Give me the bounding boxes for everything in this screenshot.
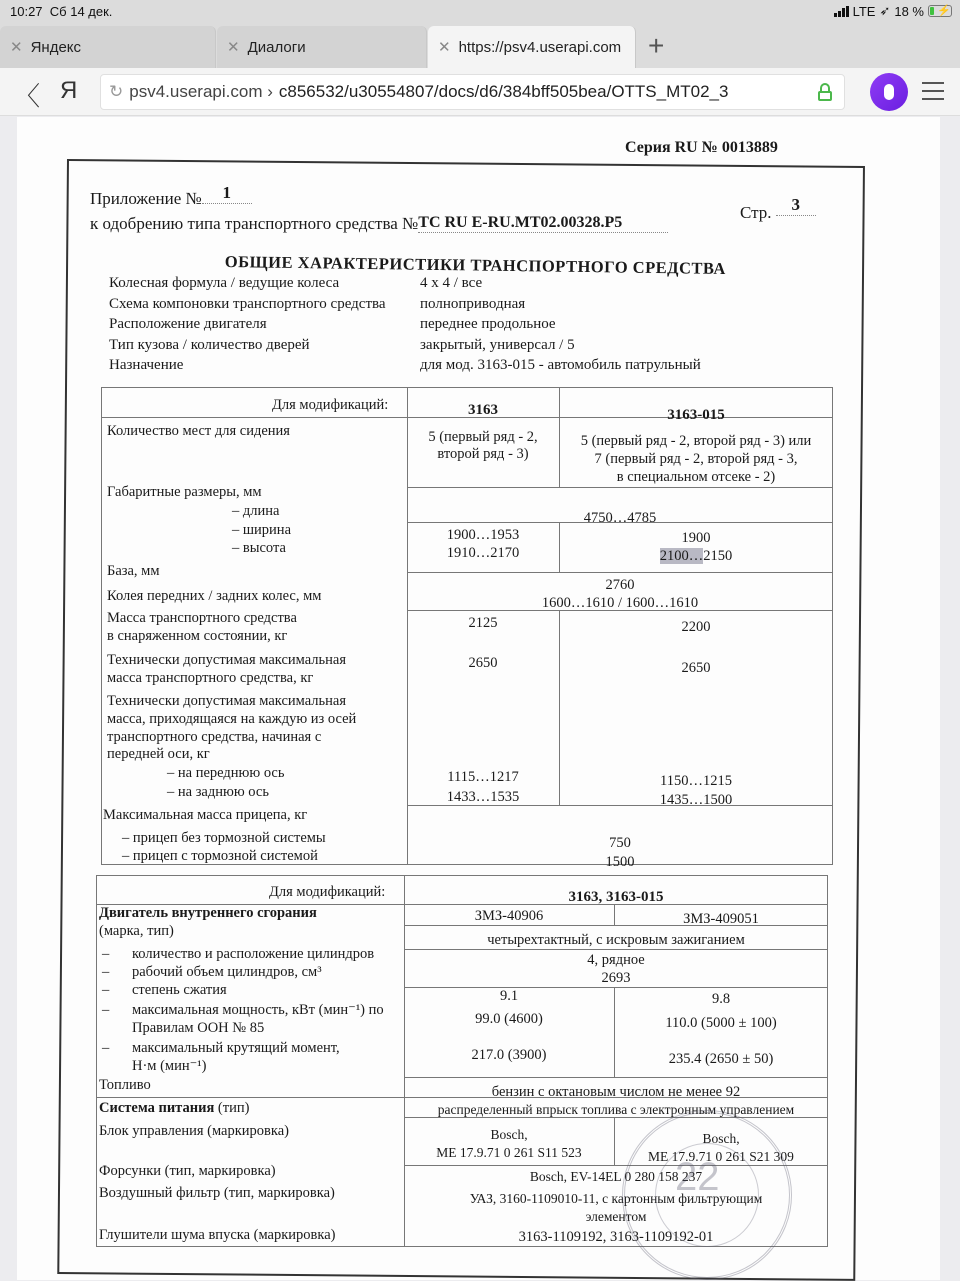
general-row: Схема компоновки транспортного средства полноприводная (109, 295, 526, 312)
width-col1: 1900…1953 (446, 527, 520, 543)
fuel-system-value: распределенный впрыск топлива с электронным управлением (437, 1102, 795, 1117)
seats-col2: 7 (первый ряд - 2, второй ряд - 3, (594, 451, 798, 467)
general-row: Колесная формула / ведущие колеса 4 x 4 / все (109, 275, 483, 291)
front-axle-label: – на переднюю ось (167, 765, 285, 781)
table2-header-value: 3163, 3163-015 (568, 889, 664, 905)
curb-label: Масса транспортного средства (107, 610, 297, 626)
serial-number: Серия RU № 0013889 (625, 139, 778, 156)
airfilter-value: элементом (585, 1209, 647, 1224)
lock-icon (818, 83, 832, 101)
ecu-col2: ME 17.9.71 0 261 S21 309 (648, 1149, 794, 1164)
page-number: Стр. 3 (740, 203, 816, 224)
rear-axle-label: – на заднюю ось (167, 784, 269, 800)
reload-icon[interactable]: ↻ (109, 82, 124, 101)
injectors-value: Bosch, EV-14EL 0 280 158 237 (529, 1169, 703, 1184)
cylinders-label: количество и расположение цилиндров (132, 946, 375, 962)
front-axle-col1: 1115…1217 (447, 769, 519, 785)
power-col1: 99.0 (4600) (475, 1011, 543, 1027)
general-characteristics (109, 273, 701, 376)
height-col1: 1910…2170 (446, 545, 520, 561)
engine-type: четырехтактный, с искровым зажиганием (487, 932, 745, 948)
fuel-label: Топливо (99, 1077, 151, 1093)
rear-axle-col1: 1433…1535 (446, 789, 520, 805)
power-label: максимальная мощность, кВт (мин⁻¹) по (132, 1002, 384, 1018)
power-label: Правилам ООН № 85 (132, 1020, 265, 1036)
torque-label: Н·м (мин⁻¹) (132, 1058, 207, 1074)
height-label: – высота (232, 540, 286, 556)
document-page: Серия RU № 0013889 Приложение № 1 к одобрению типа транспортного средства №ТС RU E-RU.MT02.00328.P5 Стр. 3 ОБЩИЕ ХАРАКТЕРИСТИКИ ТРАНСПОРТНОГО СРЕДСТВА Колесная формула / ведущие колеса 4 x 4 / все Схема компоновки транспортного средства полноприводная Расположение двигателя переднее продольное Тип кузова / количество дверей закрытый, универсал / 5 Назначение для мод. 3163-015 - автомобиль патрульный Для модификаций: 3163 3163-015 Количество мест для сидения 5 (первый ряд - 2, второй ряд - 3) 5 (первый ряд - 2, второй ряд - 3) или 7 (первый ряд - 2, второй ряд - 3, в специальном отсеке - 2) Габаритные размеры, мм – длина – ширина – высота 4750…4785 1900…1953 1910…2170 1900 2100…2150 База, мм 2760 Колея передних / задних колес, мм 1600…1610 / 1600…1610 Масса транспортного средства в снаряженном состоянии, кг 2125 2200 Технически допустимая максимальная масса транспортного средства, кг 2650 2650 Технически допустимая максимальная масса, приходящаяся на каждую из осей транспортного средства, начиная с передней оси, кг – на переднюю ось – на заднюю ось 1115…1217 1433…1535 1150…1215 1435…1500 Максимальная масса прицепа, кг – прицеп без тормозной системы – прицеп с тормозной системой 750 1500 Для модификаций: 3163, 3163-015 Двигатель внутреннего сгорания (марка, тип) ЗМЗ-40906 ЗМЗ-409051 четырехтактный, с искровым зажиганием – количество и расположение цилиндров – рабочий объем цилиндров, см³ – степень сжатия 4, рядное 2693 9.1 9.8 – максимальная мощность, кВт (мин⁻¹) по Правилам ООН № 85 99.0 (4600) 110.0 (5000 ± 100) – максимальный крутящий момент, Н·м (мин⁻¹) 217.0 (3900) 235.4 (2650 ± 50) Топливо бензин с октановым числом не менее 92 Система питания (тип) распределенный впрыск топлива с электронным управлением Блок управления (маркировка) Bosch, ME 17.9.71 0 261 S11 523 Bosch, ME 17.9.71 0 261 S21 309 Форсунки (тип, маркировка) Bosch, EV-14EL 0 280 158 237 Воздушный фильтр (тип, маркировка) УАЗ, 3160-1109010-11, с картонным фильтрующим элементом Глушители шума впуска (маркировка) 3163-1109192, 3163-1109192-01 22 (17, 117, 940, 1280)
axle-label: Технически допустимая максимальная (107, 693, 346, 709)
battery-percent: 18 % (894, 3, 924, 19)
battery-icon: ⚡ (928, 5, 952, 17)
document-heading: ОБЩИЕ ХАРАКТЕРИСТИКИ ТРАНСПОРТНОГО СРЕДСТВА (224, 252, 727, 278)
table2-line (404, 949, 828, 950)
length-value: 4750…4785 (583, 510, 657, 526)
status-bar (0, 0, 960, 24)
injectors-label: Форсунки (тип, маркировка) (99, 1163, 276, 1179)
width-label: – ширина (232, 522, 292, 538)
fuel-value: бензин с октановым числом не менее 92 (491, 1084, 741, 1100)
maxmass-col2: 2650 (681, 660, 711, 676)
url-path: c856532/u30554807/docs/d6/384bff505bea/OTTS_MT02_3 (278, 82, 729, 101)
yandex-logo[interactable]: Я (60, 77, 78, 104)
table1-line (407, 487, 833, 488)
document-viewer[interactable] (0, 117, 960, 1280)
browser-toolbar (0, 68, 960, 116)
annex-line: Приложение № 1 (90, 189, 252, 210)
torque-col2: 235.4 (2650 ± 50) (668, 1051, 774, 1067)
general-row: Тип кузова / количество дверей закрытый, универсал / 5 (109, 336, 575, 353)
curb-label: в снаряженном состоянии, кг (107, 628, 288, 644)
track-label: Колея передних / задних колес, мм (107, 588, 322, 604)
maxmass-col1: 2650 (468, 655, 498, 671)
dims-label: Габаритные размеры, мм (107, 484, 262, 500)
trailer-unbraked-value: 750 (609, 835, 631, 851)
track-value: 1600…1610 / 1600…1610 (541, 595, 699, 611)
table1-line (407, 572, 833, 573)
axle-label: транспортного средства, начиная с (107, 729, 322, 745)
network-label: LTE (852, 3, 876, 19)
ecu-col1: Bosch, (490, 1127, 528, 1142)
engine-label: Двигатель внутреннего сгорания (99, 905, 317, 921)
engine-col2: ЗМЗ-409051 (683, 911, 759, 927)
airfilter-label: Воздушный фильтр (тип, маркировка) (99, 1185, 335, 1201)
tab-label: Яндекс (30, 38, 82, 56)
engine-col1: ЗМЗ-40906 (474, 908, 544, 924)
ecu-label: Блок управления (маркировка) (99, 1123, 289, 1139)
length-label: – длина (232, 503, 280, 519)
trailer-braked-label: – прицеп с тормозной системой (122, 848, 318, 864)
table1-col1-header: 3163 (468, 402, 498, 418)
seats-col2: 5 (первый ряд - 2, второй ряд - 3) или (580, 433, 812, 449)
approval-line: к одобрению типа транспортного средства №ТС RU E-RU.MT02.00328.P5 (90, 214, 668, 235)
curb-col2: 2200 (681, 619, 711, 635)
curb-col1: 2125 (468, 615, 498, 631)
stamp-number: 22 (675, 1155, 720, 1199)
seats-col2: в специальном отсеке - 2) (616, 469, 776, 485)
airfilter-value: УАЗ, 3160-1109010-11, с картонным фильтрующим (469, 1191, 763, 1206)
ecu-col2: Bosch, (702, 1131, 740, 1146)
back-chevron-icon[interactable]: 〈 (14, 81, 41, 111)
axle-label: масса, приходящаяся на каждую из осей (107, 711, 357, 727)
general-row: Назначение для мод. 3163-015 - автомобиль патрульный (109, 357, 701, 373)
compression-col2: 9.8 (711, 991, 731, 1007)
close-tab-icon[interactable]: ✕ (227, 39, 240, 56)
trailer-label: Максимальная масса прицепа, кг (103, 807, 308, 823)
tab-active-document[interactable] (428, 26, 636, 68)
hamburger-menu-icon[interactable] (922, 82, 944, 106)
seats-label: Количество мест для сидения (107, 423, 290, 439)
tab-dialogs[interactable] (217, 26, 427, 68)
ecu-col1: ME 17.9.71 0 261 S11 523 (436, 1145, 582, 1160)
seats-col1: 5 (первый ряд - 2, (428, 429, 538, 445)
cylinders-value: 4, рядное (587, 952, 645, 968)
width-col2: 1900 (681, 530, 711, 546)
signal-icon (834, 6, 849, 17)
trailer-braked-value: 1500 (605, 854, 635, 870)
table1-col2-header: 3163-015 (667, 407, 725, 423)
table2-line (404, 1077, 828, 1078)
displacement-label: рабочий объем цилиндров, см³ (132, 964, 322, 980)
engine-sub: (марка, тип) (99, 923, 174, 939)
base-label: База, мм (107, 563, 160, 579)
fuel-system-label: Система питания (тип) (99, 1100, 250, 1116)
general-row: Расположение двигателя переднее продольное (109, 316, 556, 332)
url-host: psv4.userapi.com › (129, 82, 273, 101)
torque-col1: 217.0 (3900) (471, 1047, 547, 1063)
displacement-value: 2693 (601, 970, 631, 986)
table2-header-label: Для модификаций: (269, 884, 386, 900)
new-tab-plus-icon[interactable]: + (648, 30, 665, 61)
tab-label: https://psv4.userapi.com (458, 38, 622, 56)
tab-bar (0, 24, 960, 68)
close-tab-icon[interactable]: ✕ (10, 39, 23, 56)
tab-yandex[interactable] (0, 26, 216, 68)
front-axle-col2: 1150…1215 (660, 773, 732, 789)
rear-axle-col2: 1435…1500 (659, 792, 733, 808)
muffler-label: Глушители шума впуска (маркировка) (99, 1227, 336, 1243)
base-value: 2760 (605, 577, 635, 593)
seats-col1: второй ряд - 3) (437, 446, 529, 462)
maxmass-label: Технически допустимая максимальная (107, 652, 346, 668)
power-col2: 110.0 (5000 ± 100) (665, 1015, 777, 1031)
torque-label: максимальный крутящий момент, (132, 1040, 340, 1056)
address-bar[interactable] (100, 74, 845, 110)
microphone-icon[interactable] (870, 73, 908, 111)
compression-col1: 9.1 (499, 988, 519, 1004)
status-time: 10:27 Сб 14 дек. (10, 4, 113, 19)
trailer-unbraked-label: – прицеп без тормозной системы (122, 830, 326, 846)
compression-label: степень сжатия (132, 982, 227, 998)
table1-header-label: Для модификаций: (272, 397, 389, 413)
location-icon: ➶ (879, 3, 891, 18)
axle-label: передней оси, кг (107, 746, 210, 762)
tab-label: Диалоги (247, 38, 306, 56)
close-tab-icon[interactable]: ✕ (438, 39, 451, 56)
height-col2: 2100…2150 (659, 548, 733, 564)
maxmass-label: масса транспортного средства, кг (107, 670, 314, 686)
official-stamp (622, 1110, 792, 1280)
muffler-value: 3163-1109192, 3163-1109192-01 (518, 1229, 714, 1245)
